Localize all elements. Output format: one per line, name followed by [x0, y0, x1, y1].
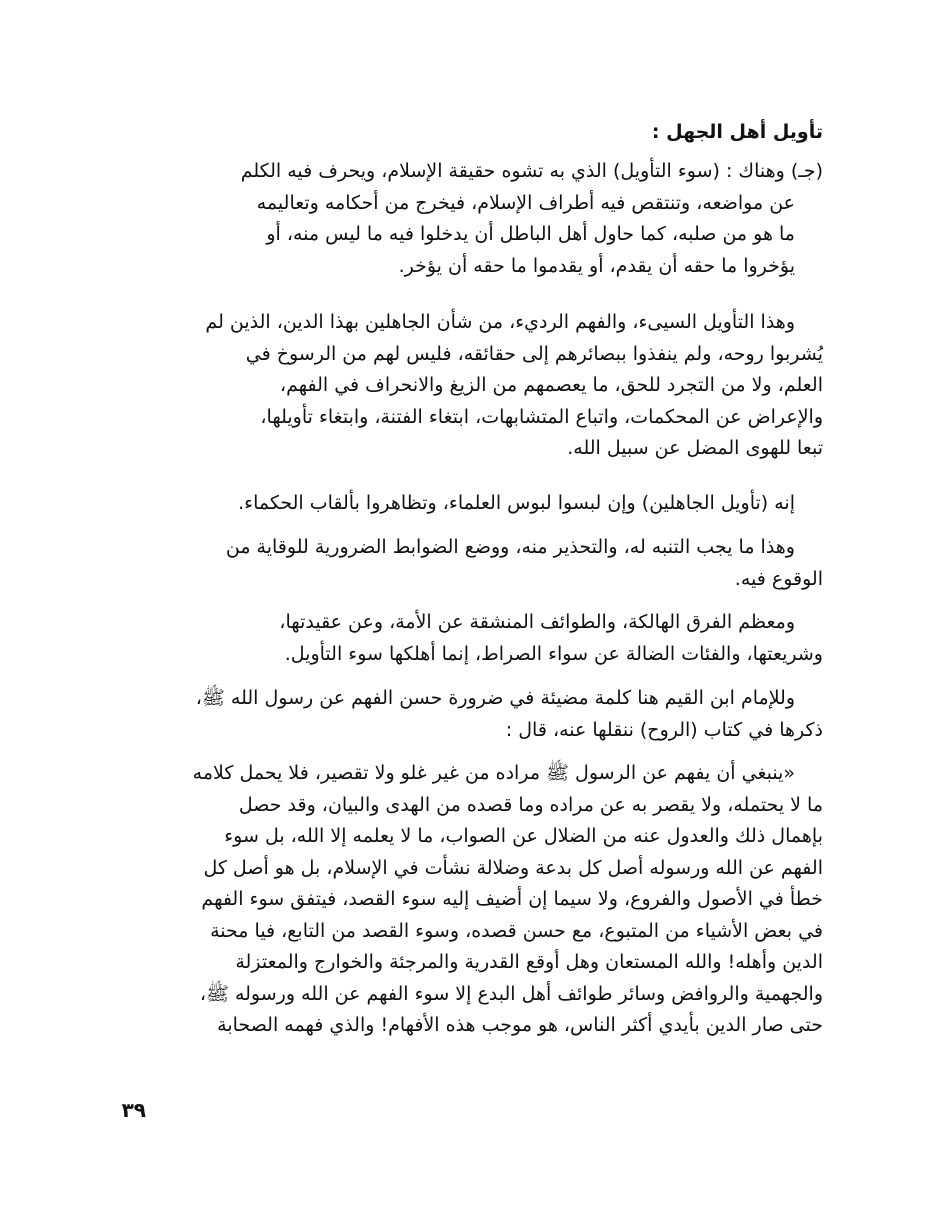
paragraph-line: ما لا يحتمله، ولا يقصر به عن مراده وما قصده من الهدى والبيان، وقد حصل	[238, 793, 823, 816]
paragraph-line: الفهم عن الله ورسوله أصل كل بدعة وضلالة نشأت في الإسلام، بل هو أصل كل	[203, 856, 823, 879]
paragraph-line: والإعراض عن المحكمات، واتباع المتشابهات، ابتغاء الفتنة، وابتغاء تأويلها،	[260, 405, 823, 428]
paragraph-line: الدين وأهله! والله المستعان وهل أوقع القدرية والمرجئة والخوارج والمعتزلة	[235, 951, 823, 973]
paragraph-line: يُشربوا روحه، ولم ينفذوا ببصائرهم إلى حقائقه، فليس لهم من الرسوخ في	[245, 342, 823, 365]
paragraph-line: وهذا ما يجب التنبه له، والتحذير منه، ووضع الضوابط الضرورية للوقاية من	[225, 536, 795, 558]
paragraph-line: خطأ في الأصول والفروع، ولا سيما إن أضيف إليه سوء القصد، فيتفق سوء الفهم	[201, 888, 823, 910]
paragraph-line: «ينبغي أن يفهم عن الرسول ﷺ مراده من غير غلو ولا تقصير، فلا يحمل كلامه	[192, 762, 795, 784]
paragraph-4	[109, 532, 823, 595]
paragraph-5	[109, 607, 823, 670]
paragraph-6	[109, 683, 823, 746]
paragraph-line: الوقوع فيه.	[734, 567, 823, 590]
paragraph-quote	[109, 758, 823, 1042]
section-heading: تأويل أهل الجهل :	[651, 121, 823, 143]
paragraph-line: وشريعتها، والفئات الضالة عن سواء الصراط، إنما أهلكها سوء التأويل.	[284, 642, 823, 665]
paragraph-line: عن مواضعه، وتنتقص فيه أطراف الإسلام، فيخرج من أحكامه وتعاليمه	[256, 191, 795, 214]
paragraph-line: والجهمية والروافض وسائر طوائف أهل البدع إلا سوء الفهم عن الله ورسوله ﷺ،	[199, 982, 823, 1005]
paragraph-line: ومعظم الفرق الهالكة، والطوائف المنشقة عن الأمة، وعن عقيدتها،	[279, 611, 795, 633]
paragraph-line: يؤخروا ما حقه أن يقدم، أو يقدموا ما حقه أن يؤخر.	[398, 254, 795, 277]
paragraph-line: وهذا التأويل السيىء، والفهم الرديء، من شأن الجاهلين بهذا الدين، الذين لم	[205, 311, 795, 333]
paragraph-line: (جـ) وهناك : (سوء التأويل) الذي به تشوه حقيقة الإسلام، ويحرف فيه الكلم	[240, 160, 823, 182]
paragraph-line: حتى صار الدين بأيدي أكثر الناس، هو موجب هذه الأفهام! والذي فهمه الصحابة	[217, 1014, 823, 1036]
paragraph-line: بإهمال ذلك والعدول عنه من الضلال عن الصواب، ما لا يعلمه إلا الله، بل سوء	[224, 825, 823, 847]
paragraph-line: ذكرها في كتاب (الروح) ننقلها عنه، قال :	[505, 718, 823, 741]
paragraph-line: إنه (تأويل الجاهلين) وإن لبسوا لبوس العلماء، وتظاهروا بألقاب الحكماء.	[238, 492, 795, 514]
paragraph-line: وللإمام ابن القيم هنا كلمة مضيئة في ضرورة حسن الفهم عن رسول الله ﷺ،	[195, 687, 795, 709]
paragraph-line: في بعض الأشياء من المتبوع، مع حسن قصده، وسوء القصد من التابع، فيا محنة	[210, 919, 823, 942]
paragraph-line: تبعا للهوى المضل عن سبيل الله.	[567, 437, 823, 459]
paragraph-3	[109, 488, 823, 520]
paragraph-2	[109, 307, 823, 465]
paragraph-line: العلم، ولا من التجرد للحق، ما يعصمهم من الزيغ والانحراف في الفهم،	[279, 374, 823, 396]
page-number: ٣٩	[121, 1098, 146, 1122]
paragraph-1	[109, 156, 823, 282]
paragraph-line: ما هو من صلبه، كما حاول أهل الباطل أن يدخلوا فيه ما ليس منه، أو	[266, 223, 795, 245]
